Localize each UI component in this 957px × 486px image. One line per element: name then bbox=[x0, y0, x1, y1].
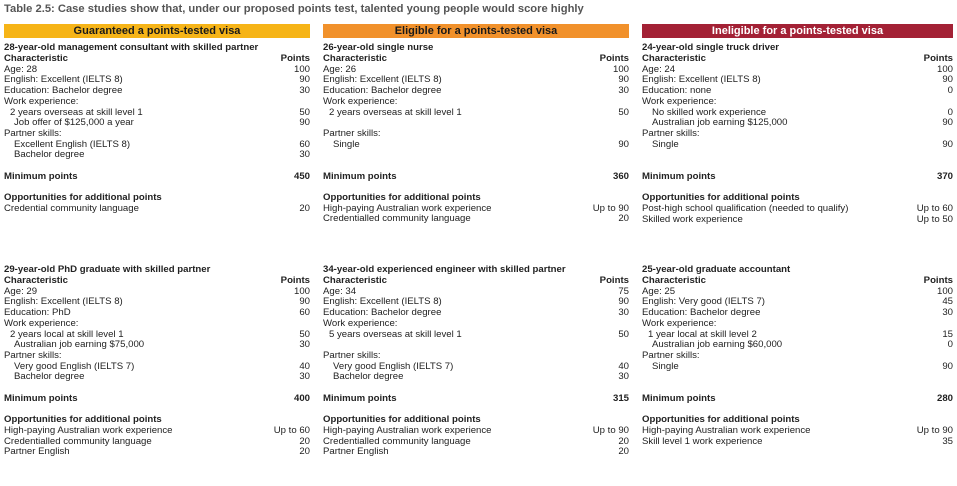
row-label: Education: Bachelor degree bbox=[323, 307, 442, 319]
table-row bbox=[323, 108, 629, 119]
points-header: Points bbox=[923, 275, 953, 286]
table-header-row bbox=[323, 276, 629, 287]
opportunity-points: Up to 60 bbox=[273, 424, 310, 436]
column-ineligible bbox=[642, 24, 953, 447]
row-label: Bachelor degree bbox=[14, 149, 85, 161]
table-row bbox=[323, 97, 629, 108]
row-label: Partner skills: bbox=[323, 127, 381, 139]
minimum-points-label: Minimum points bbox=[323, 170, 397, 182]
row-points: 30 bbox=[618, 371, 629, 383]
row-points: 90 bbox=[299, 74, 310, 86]
opportunity-label: Skill level 1 work experience bbox=[642, 435, 763, 447]
row-points: 90 bbox=[942, 74, 953, 86]
opportunity-points: Up to 90 bbox=[592, 202, 629, 214]
row-points: 50 bbox=[618, 328, 629, 340]
column-header: Ineligible for a points-tested visa bbox=[642, 24, 953, 38]
opportunities-heading: Opportunities for additional points bbox=[642, 414, 800, 426]
opportunity-row bbox=[323, 426, 629, 437]
characteristic-header: Characteristic bbox=[323, 53, 387, 64]
row-label: Partner skills: bbox=[4, 127, 62, 139]
row-points: 45 bbox=[942, 296, 953, 308]
opportunities-heading: Opportunities for additional points bbox=[4, 414, 162, 426]
row-label: English: Excellent (IELTS 8) bbox=[4, 74, 123, 86]
minimum-points-value: 280 bbox=[936, 392, 953, 404]
case-card bbox=[4, 43, 310, 215]
opportunity-label: Credential community language bbox=[4, 202, 139, 214]
table-row bbox=[642, 351, 953, 362]
opportunity-points: 20 bbox=[618, 213, 629, 225]
opportunity-label: High-paying Australian work experience bbox=[642, 424, 811, 436]
table-row bbox=[642, 97, 953, 108]
opportunity-row bbox=[4, 204, 310, 215]
table-row bbox=[4, 319, 310, 330]
minimum-points-label: Minimum points bbox=[4, 392, 78, 404]
row-points: 100 bbox=[293, 285, 310, 297]
row-label: Job offer of $125,000 a year bbox=[14, 117, 134, 129]
opportunities-heading: Opportunities for additional points bbox=[4, 192, 162, 204]
row-label: Partner skills: bbox=[642, 127, 700, 139]
table-row bbox=[323, 150, 629, 161]
row-label: Education: PhD bbox=[4, 307, 71, 319]
row-label: 2 years overseas at skill level 1 bbox=[10, 106, 143, 118]
minimum-points-label: Minimum points bbox=[4, 170, 78, 182]
row-points: 30 bbox=[299, 85, 310, 97]
points-header: Points bbox=[599, 275, 629, 286]
column-eligible bbox=[323, 24, 629, 458]
row-label: No skilled work experience bbox=[652, 106, 767, 118]
case-title: 28-year-old management consultant with skilled partner bbox=[4, 42, 259, 53]
points-header: Points bbox=[923, 53, 953, 64]
row-points: 90 bbox=[618, 296, 629, 308]
row-points: 100 bbox=[293, 63, 310, 75]
row-points: 50 bbox=[299, 106, 310, 118]
opportunity-label: Partner English bbox=[323, 446, 389, 458]
row-label: Australian job earning $125,000 bbox=[652, 117, 788, 129]
column-header: Guaranteed a points-tested visa bbox=[4, 24, 310, 38]
row-label: 2 years overseas at skill level 1 bbox=[329, 106, 462, 118]
table-row bbox=[323, 351, 629, 362]
row-label: Excellent English (IELTS 8) bbox=[14, 138, 131, 150]
row-label: Partner skills: bbox=[323, 349, 381, 361]
case-title: 29-year-old PhD graduate with skilled partner bbox=[4, 264, 211, 275]
row-label: Bachelor degree bbox=[333, 371, 404, 383]
opportunity-label: Skilled work experience bbox=[642, 213, 743, 225]
table-row bbox=[323, 330, 629, 341]
opportunities-heading: Opportunities for additional points bbox=[642, 192, 800, 204]
opportunity-points: Up to 90 bbox=[592, 424, 629, 436]
minimum-points-value: 450 bbox=[293, 170, 310, 182]
row-points: 0 bbox=[947, 85, 953, 97]
table-header-row bbox=[4, 54, 310, 65]
opportunity-points: 20 bbox=[299, 202, 310, 214]
row-points: 90 bbox=[299, 296, 310, 308]
minimum-points-value: 315 bbox=[612, 392, 629, 404]
row-points: 90 bbox=[942, 117, 953, 129]
row-points: 0 bbox=[947, 106, 953, 118]
opportunity-points: 20 bbox=[618, 446, 629, 458]
row-label: Australian job earning $75,000 bbox=[14, 339, 145, 351]
table-title: Table 2.5: Case studies show that, under our proposed points test, talented young people would score highly bbox=[4, 3, 584, 15]
table-row bbox=[323, 372, 629, 383]
row-label: English: Excellent (IELTS 8) bbox=[642, 74, 761, 86]
table-row bbox=[642, 150, 953, 161]
table-row bbox=[323, 140, 629, 151]
case-card bbox=[642, 43, 953, 225]
row-points: 30 bbox=[299, 339, 310, 351]
characteristic-header: Characteristic bbox=[4, 53, 68, 64]
opportunity-row bbox=[323, 447, 629, 458]
table-row bbox=[4, 372, 310, 383]
case-card bbox=[323, 43, 629, 225]
minimum-points-row bbox=[4, 172, 310, 183]
table-row bbox=[323, 319, 629, 330]
opportunity-row bbox=[642, 215, 953, 226]
opportunity-row bbox=[323, 214, 629, 225]
table-header-row bbox=[323, 54, 629, 65]
row-points: 100 bbox=[936, 63, 953, 75]
row-points: 0 bbox=[947, 339, 953, 351]
opportunity-points: 20 bbox=[618, 435, 629, 447]
points-header: Points bbox=[280, 275, 310, 286]
column-guaranteed bbox=[4, 24, 310, 458]
opportunity-row bbox=[642, 204, 953, 215]
row-label: Education: none bbox=[642, 85, 712, 97]
row-label: Australian job earning $60,000 bbox=[652, 339, 783, 351]
table-header-row bbox=[642, 276, 953, 287]
minimum-points-label: Minimum points bbox=[642, 392, 716, 404]
row-label: Age: 29 bbox=[4, 285, 38, 297]
characteristic-header: Characteristic bbox=[642, 275, 706, 286]
minimum-points-label: Minimum points bbox=[323, 392, 397, 404]
case-card bbox=[323, 265, 629, 458]
table-row bbox=[642, 140, 953, 151]
opportunity-points: Up to 90 bbox=[916, 424, 953, 436]
opportunity-label: Credentialled community language bbox=[323, 213, 471, 225]
opportunity-label: High-paying Australian work experience bbox=[323, 424, 492, 436]
row-label: Age: 25 bbox=[642, 285, 676, 297]
opportunities-heading: Opportunities for additional points bbox=[323, 414, 481, 426]
case-card bbox=[4, 265, 310, 458]
row-label: 5 years overseas at skill level 1 bbox=[329, 328, 462, 340]
minimum-points-row bbox=[323, 172, 629, 183]
minimum-points-value: 360 bbox=[612, 170, 629, 182]
points-header: Points bbox=[599, 53, 629, 64]
row-label: English: Very good (IELTS 7) bbox=[642, 296, 766, 308]
row-label: Education: Bachelor degree bbox=[4, 85, 123, 97]
column-header: Eligible for a points-tested visa bbox=[323, 24, 629, 38]
opportunity-row bbox=[642, 437, 953, 448]
row-points: 30 bbox=[299, 149, 310, 161]
case-title: 24-year-old single truck driver bbox=[642, 42, 780, 53]
row-points: 75 bbox=[618, 285, 629, 297]
table-header-row bbox=[4, 276, 310, 287]
case-card bbox=[642, 265, 953, 447]
row-points: 60 bbox=[299, 138, 310, 150]
row-label: Single bbox=[652, 138, 679, 150]
minimum-points-row bbox=[642, 394, 953, 405]
table-row bbox=[323, 129, 629, 140]
row-points: 90 bbox=[942, 360, 953, 372]
points-header: Points bbox=[280, 53, 310, 64]
row-points: 40 bbox=[618, 360, 629, 372]
minimum-points-label: Minimum points bbox=[642, 170, 716, 182]
minimum-points-row bbox=[642, 172, 953, 183]
row-label: Single bbox=[652, 360, 679, 372]
row-label: Bachelor degree bbox=[14, 371, 85, 383]
table-row bbox=[642, 319, 953, 330]
row-label: 2 years local at skill level 1 bbox=[10, 328, 124, 340]
table-row bbox=[642, 372, 953, 383]
row-label: Single bbox=[333, 138, 360, 150]
row-label: 1 year local at skill level 2 bbox=[648, 328, 757, 340]
opportunity-points: 20 bbox=[299, 435, 310, 447]
row-points: 90 bbox=[942, 138, 953, 150]
opportunity-label: Credentialled community language bbox=[4, 435, 152, 447]
row-label: English: Excellent (IELTS 8) bbox=[4, 296, 123, 308]
row-label: Work experience: bbox=[4, 317, 79, 329]
row-label: Work experience: bbox=[323, 317, 398, 329]
case-title: 34-year-old experienced engineer with skilled partner bbox=[323, 264, 566, 275]
row-label: Work experience: bbox=[323, 95, 398, 107]
opportunity-points: Up to 50 bbox=[916, 213, 953, 225]
row-points: 40 bbox=[299, 360, 310, 372]
row-points: 30 bbox=[618, 307, 629, 319]
opportunity-label: Partner English bbox=[4, 446, 70, 458]
opportunity-label: Credentialled community language bbox=[323, 435, 471, 447]
table-header-row bbox=[642, 54, 953, 65]
characteristic-header: Characteristic bbox=[4, 275, 68, 286]
row-points: 30 bbox=[618, 85, 629, 97]
row-points: 50 bbox=[618, 106, 629, 118]
row-label: Work experience: bbox=[4, 95, 79, 107]
row-label: Partner skills: bbox=[4, 349, 62, 361]
row-label: Education: Bachelor degree bbox=[323, 85, 442, 97]
row-points: 90 bbox=[618, 74, 629, 86]
row-label: Partner skills: bbox=[642, 349, 700, 361]
table-row bbox=[642, 362, 953, 373]
row-points: 60 bbox=[299, 307, 310, 319]
opportunity-row bbox=[642, 426, 953, 437]
opportunity-row bbox=[4, 447, 310, 458]
row-label: Age: 34 bbox=[323, 285, 357, 297]
case-title: 25-year-old graduate accountant bbox=[642, 264, 791, 275]
opportunity-label: High-paying Australian work experience bbox=[4, 424, 173, 436]
row-label: Age: 28 bbox=[4, 63, 38, 75]
opportunity-points: Up to 60 bbox=[916, 202, 953, 214]
minimum-points-value: 370 bbox=[936, 170, 953, 182]
row-points: 100 bbox=[936, 285, 953, 297]
table-row bbox=[4, 150, 310, 161]
row-label: Age: 24 bbox=[642, 63, 676, 75]
row-label: English: Excellent (IELTS 8) bbox=[323, 296, 442, 308]
characteristic-header: Characteristic bbox=[642, 53, 706, 64]
row-points: 100 bbox=[612, 63, 629, 75]
row-label: Very good English (IELTS 7) bbox=[333, 360, 454, 372]
case-title: 26-year-old single nurse bbox=[323, 42, 434, 53]
row-points: 90 bbox=[299, 117, 310, 129]
table-row bbox=[4, 97, 310, 108]
minimum-points-row bbox=[4, 394, 310, 405]
table-row bbox=[642, 129, 953, 140]
row-label: English: Excellent (IELTS 8) bbox=[323, 74, 442, 86]
characteristic-header: Characteristic bbox=[323, 275, 387, 286]
row-label: Work experience: bbox=[642, 317, 717, 329]
row-points: 30 bbox=[942, 307, 953, 319]
row-points: 50 bbox=[299, 328, 310, 340]
row-points: 15 bbox=[942, 328, 953, 340]
opportunity-points: 20 bbox=[299, 446, 310, 458]
opportunity-row bbox=[4, 426, 310, 437]
row-label: Education: Bachelor degree bbox=[642, 307, 761, 319]
row-points: 90 bbox=[618, 138, 629, 150]
row-points: 30 bbox=[299, 371, 310, 383]
minimum-points-row bbox=[323, 394, 629, 405]
row-label: Work experience: bbox=[642, 95, 717, 107]
opportunity-points: 35 bbox=[942, 435, 953, 447]
row-label: Very good English (IELTS 7) bbox=[14, 360, 135, 372]
opportunity-label: High-paying Australian work experience bbox=[323, 202, 492, 214]
row-label: Age: 26 bbox=[323, 63, 357, 75]
opportunity-label: Post-high school qualification (needed to qualify) bbox=[642, 202, 849, 214]
minimum-points-value: 400 bbox=[293, 392, 310, 404]
opportunities-heading: Opportunities for additional points bbox=[323, 192, 481, 204]
